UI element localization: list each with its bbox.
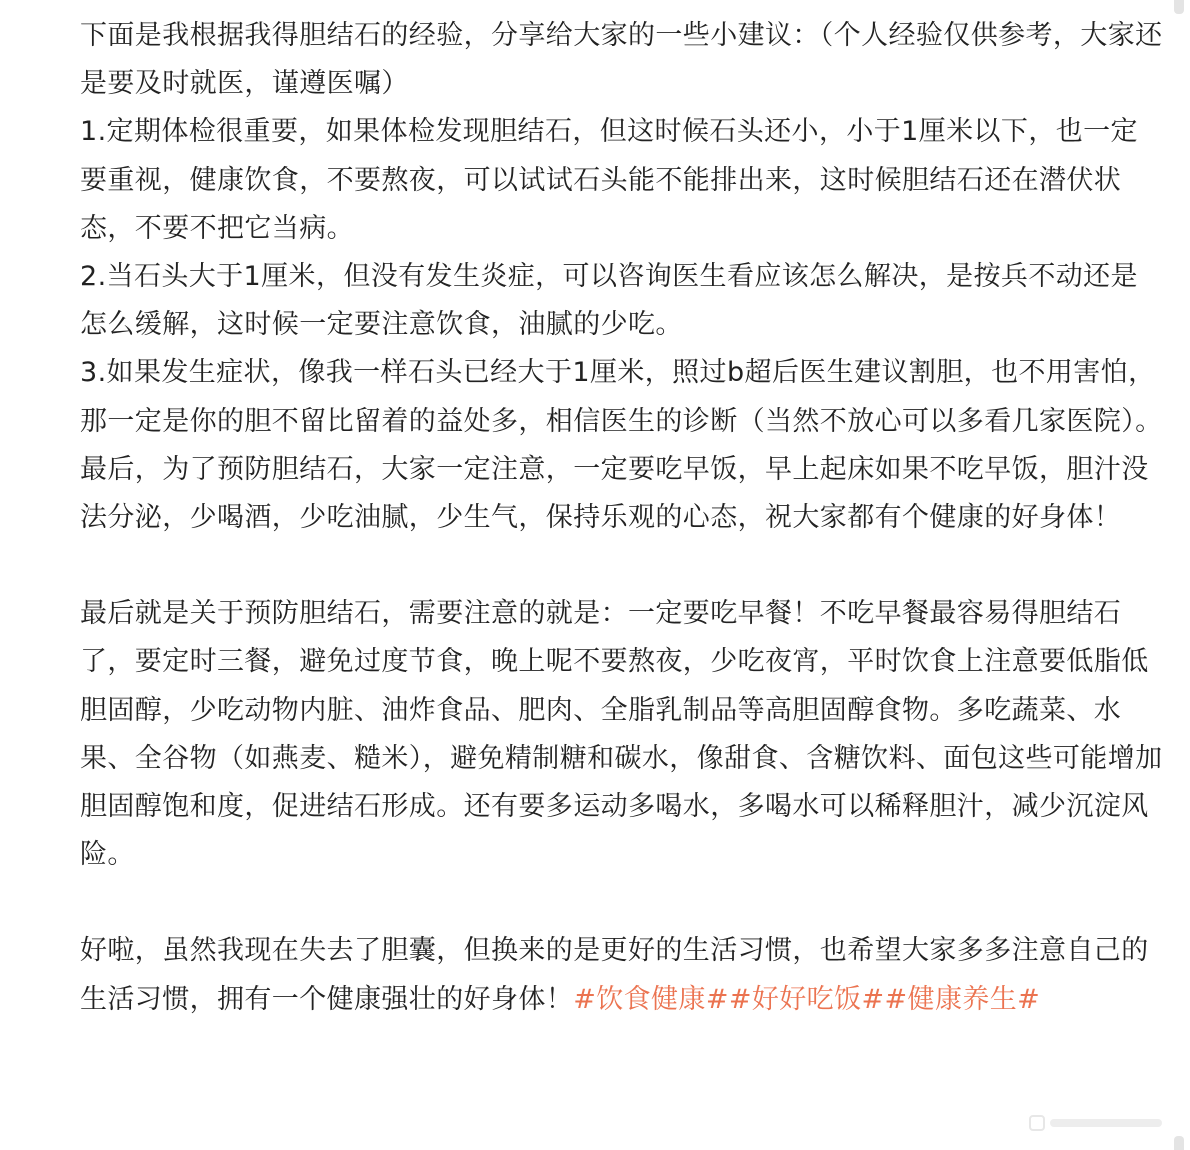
post-closing-text: 好啦，虽然我现在失去了胆囊，但换来的是更好的生活习惯，也希望大家多多注意自己的生活习惯，拥有一个健康强壮的好身体！ <box>80 935 1149 1015</box>
post-prevention: 最后就是关于预防胆结石，需要注意的就是：一定要吃早餐！不吃早餐最容易得胆结石了，要定时三餐，避免过度节食，晚上呢不要熬夜，少吃夜宵，平时饮食上注意要低脂低胆固醇，少吃动物内脏、油炸食品、肥肉、全脂乳制品等高胆固醇食物。多吃蔬菜、水果、全谷物（如燕麦、糙米），避免精制糖和碳水，像甜食、含糖饮料、面包这些可能增加胆固醇饱和度，促进结石形成。还有要多运动多喝水，多喝水可以稀释胆汁，减少沉淀风险。 <box>80 598 1163 871</box>
post-intro: 下面是我根据我得胆结石的经验，分享给大家的一些小建议：（个人经验仅供参考，大家还是要及时就医，谨遵医嘱） <box>80 20 1163 100</box>
paragraph-gap <box>80 542 1165 590</box>
post-tip-3: 3.如果发生症状，像我一样石头已经大于1厘米，照过b超后医生建议割胆，也不用害怕，那一定是你的胆不留比留着的益处多，相信医生的诊断（当然不放心可以多看几家医院）。 <box>80 357 1163 437</box>
post-tip-1: 1.定期体检很重要，如果体检发现胆结石，但这时候石头还小，小于1厘米以下，也一定要重视，健康饮食，不要熬夜，可以试试石头能不能排出来，这时候胆结石还在潜伏状态，不要不把它当病。 <box>80 116 1138 244</box>
watermark-logo-icon <box>1028 1110 1168 1136</box>
paragraph-gap <box>80 879 1165 927</box>
post-summary: 最后，为了预防胆结石，大家一定注意，一定要吃早饭，早上起床如果不吃早饭，胆汁没法分泌，少喝酒，少吃油腻，少生气，保持乐观的心态，祝大家都有个健康的好身体！ <box>80 453 1149 534</box>
scrollbar-bottom[interactable] <box>1174 1136 1184 1150</box>
scrollbar-top[interactable] <box>1174 0 1184 14</box>
hashtag-link[interactable]: #饮食健康# <box>573 983 729 1015</box>
hashtag-link[interactable]: #健康养生# <box>884 983 1041 1015</box>
post-closing <box>80 927 1165 1023</box>
post-tip-2: 2.当石头大于1厘米，但没有发生炎症，可以咨询医生看应该怎么解决，是按兵不动还是怎么缓解，这时候一定要注意饮食，油腻的少吃。 <box>80 261 1138 341</box>
hashtag-link[interactable]: #好好吃饭# <box>728 983 885 1015</box>
post-body <box>80 12 1165 1024</box>
